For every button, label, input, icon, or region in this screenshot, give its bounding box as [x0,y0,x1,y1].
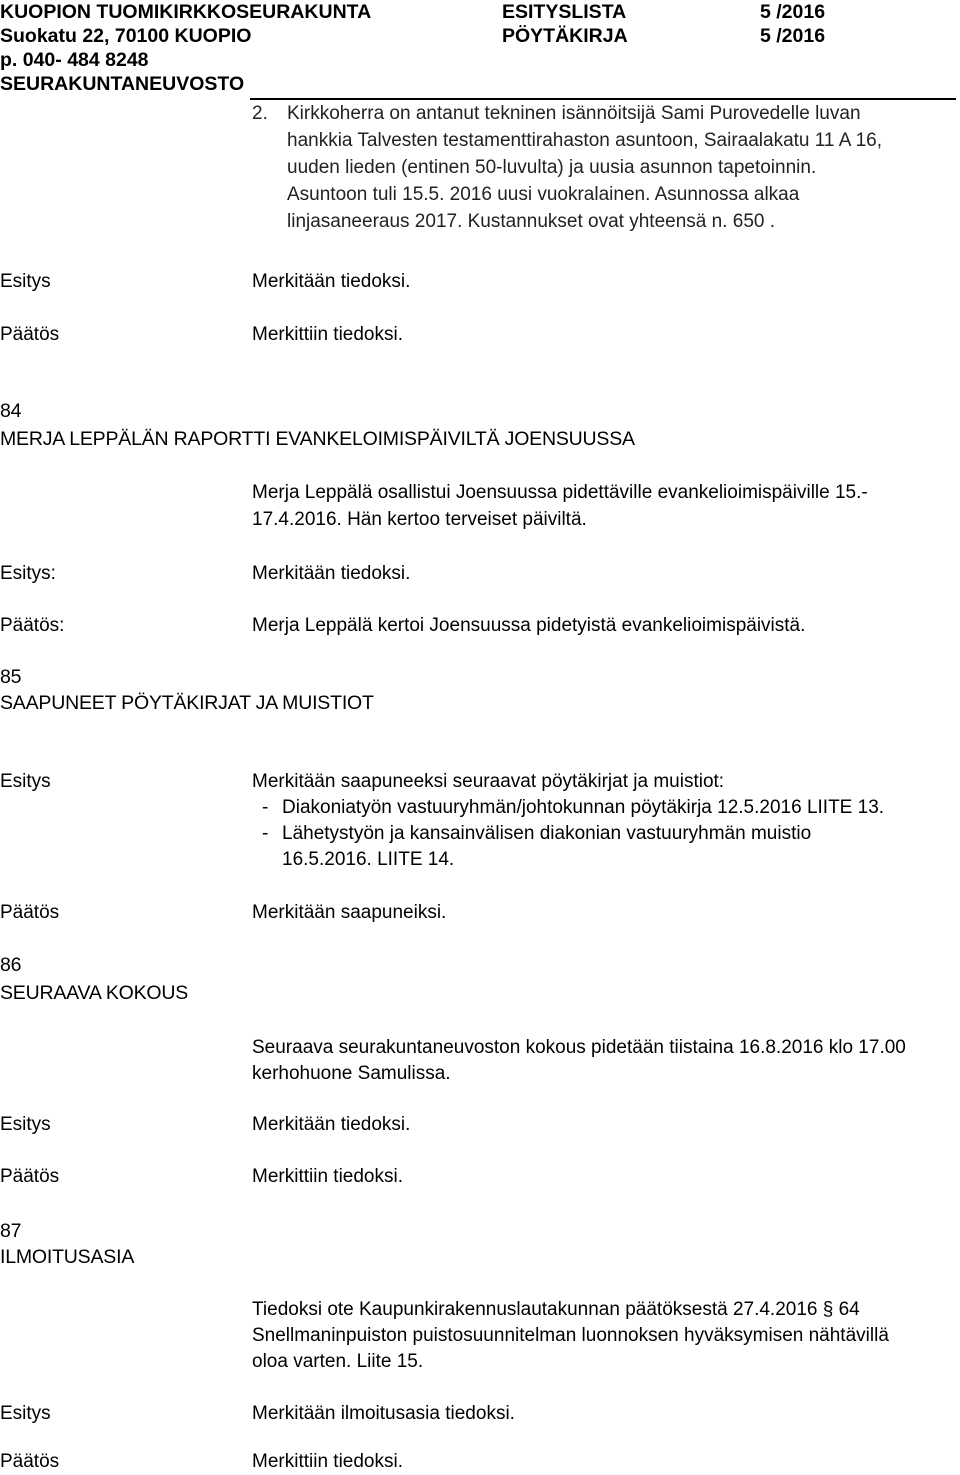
section-number: 85 [0,666,22,688]
esitys-label: Esitys [0,1403,51,1424]
section-number: 86 [0,954,22,976]
section-body-line: Seuraava seurakuntaneuvoston kokous pidetään tiistaina 16.8.2016 klo 17.00 [252,1037,906,1058]
bullet-marker: - [262,823,269,844]
council-name: SEURAKUNTANEUVOSTO [0,73,245,95]
parish-name: KUOPION TUOMIKIRKKOSEURAKUNTA [0,1,372,23]
esitys-text: Merkitään tiedoksi. [252,1114,411,1135]
esitys-label: Esitys [0,771,51,792]
esitys-label: Esitys [0,1114,51,1135]
section-body-line: Merja Leppälä osallistui Joensuussa pidettäville evankelioimispäiville 15.- [252,482,868,503]
section-body-line: kerhohuone Samulissa. [252,1063,451,1084]
section-body-line: Tiedoksi ote Kaupunkirakennuslautakunnan päätöksestä 27.4.2016 § 64 [252,1299,860,1320]
section-body-line: 17.4.2016. Hän kertoo terveiset päiviltä. [252,509,587,530]
paatos-label: Päätös [0,1451,60,1472]
paatos-label: Päätös [0,324,60,345]
bullet-item: Lähetystyön ja kansainvälisen diakonian vastuuryhmän muistio [282,823,812,844]
parish-phone: p. 040- 484 8248 [0,49,149,71]
paatos-label: Päätös [0,902,60,923]
esitys-label: Esitys: [0,563,56,584]
item-2-number: 2. [252,103,268,124]
doc-number-minutes: 5 /2016 [760,25,826,47]
esitys-text: Merkitään tiedoksi. [252,271,411,292]
bullet-item-continued: 16.5.2016. LIITE 14. [282,849,455,870]
bullet-item: Diakoniatyön vastuuryhmän/johtokunnan pöytäkirja 12.5.2016 LIITE 13. [282,797,885,818]
doc-number-agenda: 5 /2016 [760,1,826,23]
esitys-text: Merkitään tiedoksi. [252,563,411,584]
item-2-line: uuden lieden (entinen 50-luvulta) ja uusia asunnon tapetoinnin. [287,157,817,178]
item-2-line: Asuntoon tuli 15.5. 2016 uusi vuokralainen. Asunnossa alkaa [287,184,800,205]
section-title: SEURAAVA KOKOUS [0,982,189,1004]
paatos-text: Merkittiin tiedoksi. [252,1166,403,1187]
section-title: SAAPUNEET PÖYTÄKIRJAT JA MUISTIOT [0,692,374,714]
item-2-line: linjasaneeraus 2017. Kustannukset ovat yhteensä n. 650 . [287,211,776,232]
esitys-text: Merkitään saapuneeksi seuraavat pöytäkirjat ja muistiot: [252,771,725,792]
esitys-label: Esitys [0,271,51,292]
paatos-text: Merja Leppälä kertoi Joensuussa pidetyistä evankelioimispäivistä. [252,615,806,636]
paatos-text: Merkitään saapuneiksi. [252,902,447,923]
section-title: MERJA LEPPÄLÄN RAPORTTI EVANKELOIMISPÄIVILTÄ JOENSUUSSA [0,428,635,450]
header-divider [250,98,956,100]
parish-address: Suokatu 22, 70100 KUOPIO [0,25,252,47]
esitys-text: Merkitään ilmoitusasia tiedoksi. [252,1403,515,1424]
item-2-line: hankkia Talvesten testamenttirahaston asuntoon, Sairaalakatu 11 A 16, [287,130,883,151]
section-number: 87 [0,1220,22,1242]
paatos-text: Merkittiin tiedoksi. [252,1451,403,1472]
section-number: 84 [0,400,22,422]
doc-type-minutes: PÖYTÄKIRJA [502,25,628,47]
section-body-line: oloa varten. Liite 15. [252,1351,424,1372]
doc-type-agenda: ESITYSLISTA [502,1,627,23]
item-2-line: Kirkkoherra on antanut tekninen isännöitsijä Sami Purovedelle luvan [287,103,861,124]
paatos-label: Päätös: [0,615,65,636]
section-title: ILMOITUSASIA [0,1246,135,1268]
paatos-label: Päätös [0,1166,60,1187]
bullet-marker: - [262,797,269,818]
paatos-text: Merkittiin tiedoksi. [252,324,403,345]
section-body-line: Snellmaninpuiston puistosuunnitelman luonnoksen hyväksymisen nähtävillä [252,1325,889,1346]
